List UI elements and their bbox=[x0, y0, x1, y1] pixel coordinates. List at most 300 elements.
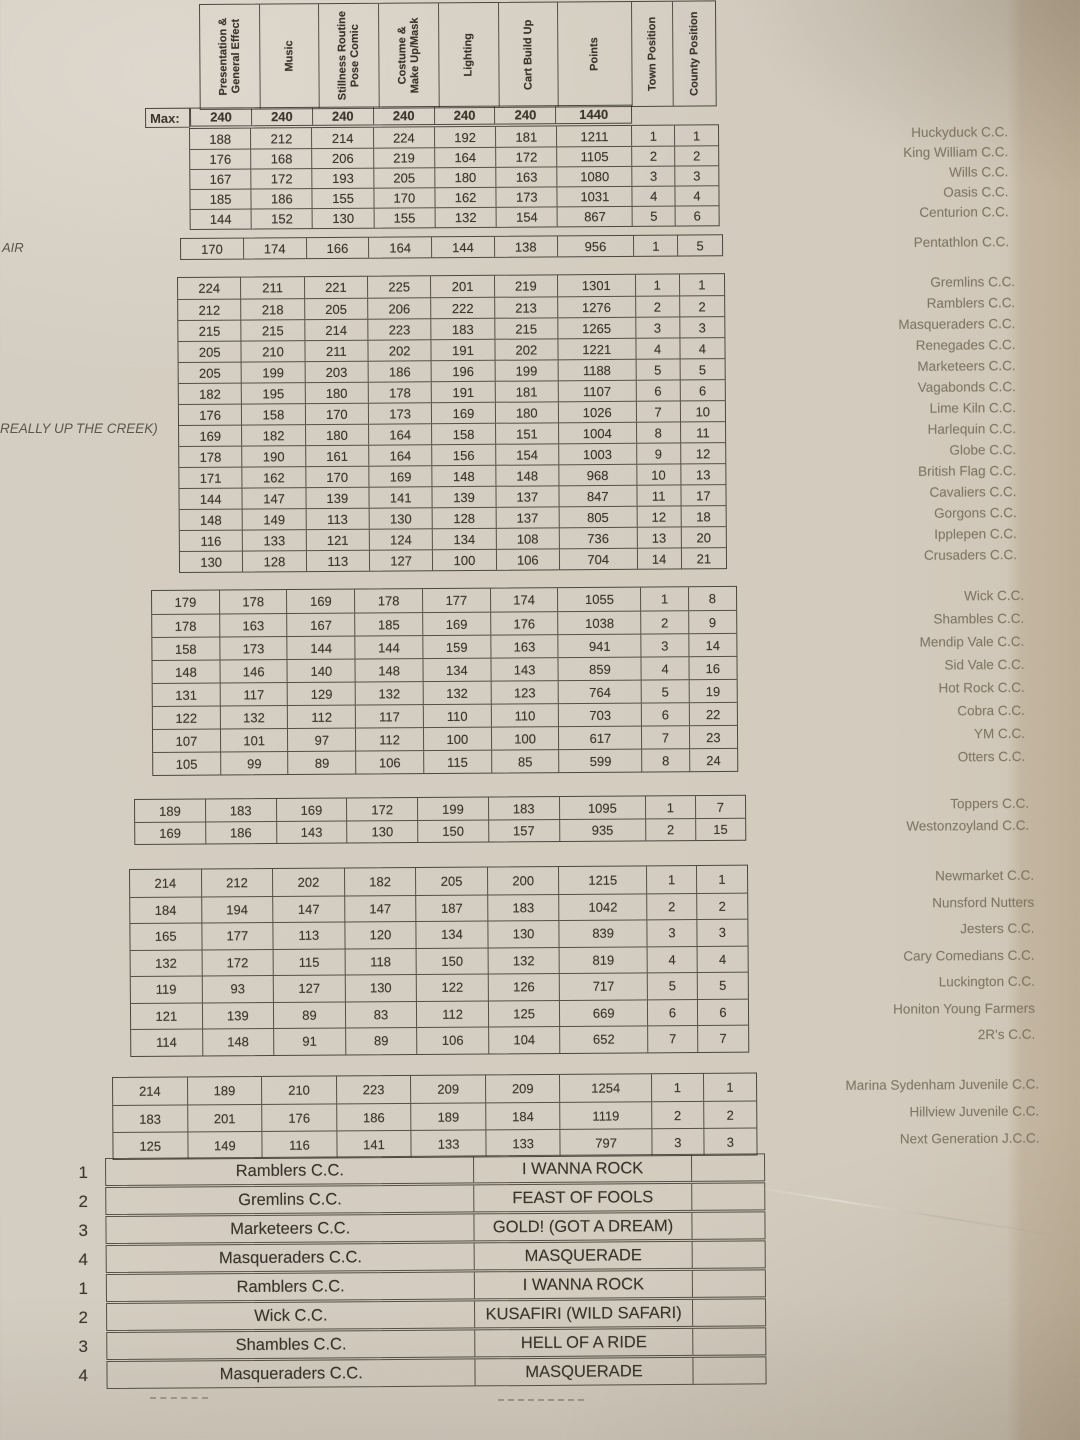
score-cell: 148 bbox=[152, 661, 220, 683]
column-header-cell bbox=[379, 3, 439, 107]
score-row bbox=[179, 379, 725, 404]
score-cell: 173 bbox=[369, 403, 432, 423]
max-value-cell: 1440 bbox=[579, 106, 609, 122]
score-cell: 164 bbox=[369, 424, 432, 444]
score-cell: 225 bbox=[368, 276, 431, 297]
points-cell: 1026 bbox=[559, 402, 637, 423]
points-cell: 805 bbox=[560, 507, 638, 528]
max-value-cell: 240 bbox=[374, 107, 435, 124]
club-name: Ipplepen C.C. bbox=[934, 526, 1017, 542]
points-cell: 859 bbox=[559, 658, 642, 681]
score-cell: 158 bbox=[242, 404, 305, 424]
result-club-cell: Wick C.C. bbox=[107, 1301, 476, 1330]
county-position-cell: 1 bbox=[698, 277, 706, 293]
score-cell: 112 bbox=[417, 1001, 489, 1027]
score-row bbox=[178, 274, 724, 299]
score-cell: 113 bbox=[274, 922, 346, 948]
club-name: Gremlins C.C. bbox=[930, 274, 1016, 290]
score-cell: 151 bbox=[496, 423, 559, 443]
club-name: Marina Sydenham Juvenile C.C. bbox=[845, 1076, 1040, 1093]
club-name: Marketeers C.C. bbox=[917, 358, 1016, 374]
club-name: 2R's C.C. bbox=[977, 1026, 1036, 1043]
town-position-cell: 1 bbox=[647, 866, 697, 893]
max-value-cell: 240 bbox=[313, 107, 374, 124]
town-position-cell: 6 bbox=[648, 1000, 698, 1026]
score-row bbox=[190, 125, 718, 149]
score-block-6 bbox=[129, 862, 1080, 1051]
score-cell: 91 bbox=[274, 1028, 346, 1054]
club-name: Westonzoyland C.C. bbox=[906, 817, 1030, 834]
town-position-cell: 12 bbox=[637, 506, 681, 526]
result-club-cell: Gremlins C.C. bbox=[106, 1185, 475, 1214]
county-position-cell: 2 bbox=[698, 298, 706, 314]
score-cell: 173 bbox=[497, 187, 558, 206]
town-position-cell: 2 bbox=[652, 1102, 704, 1128]
score-cell: 162 bbox=[435, 188, 496, 207]
score-cell: 183 bbox=[488, 894, 560, 920]
score-cell: 130 bbox=[313, 209, 374, 228]
result-number: 3 bbox=[78, 1221, 88, 1240]
score-cell: 212 bbox=[202, 869, 274, 896]
column-header-label: Points bbox=[588, 37, 601, 72]
score-cell: 221 bbox=[305, 277, 368, 298]
score-cell: 219 bbox=[495, 275, 558, 296]
club-name: Renegades C.C. bbox=[915, 337, 1016, 353]
score-cell: 155 bbox=[374, 208, 435, 227]
club-name: Hillview Juvenile C.C. bbox=[909, 1103, 1040, 1120]
score-cell: 177 bbox=[423, 589, 491, 612]
score-cell: 183 bbox=[489, 797, 560, 819]
points-cell: 1031 bbox=[558, 187, 633, 207]
score-cell: 179 bbox=[152, 591, 220, 614]
score-cell: 191 bbox=[432, 340, 495, 360]
score-cell: 154 bbox=[496, 444, 559, 464]
county-position-cell: 11 bbox=[696, 424, 710, 440]
score-cell: 176 bbox=[491, 612, 559, 634]
score-cell: 143 bbox=[491, 658, 559, 680]
score-cell: 110 bbox=[424, 705, 492, 727]
score-cell: 100 bbox=[492, 727, 560, 749]
points-cell: 1055 bbox=[558, 588, 641, 612]
result-entry-title-cell: MASQUERADE bbox=[475, 1242, 692, 1270]
faded-print-mark bbox=[150, 1397, 208, 1399]
score-cell: 214 bbox=[305, 320, 368, 340]
score-cell: 203 bbox=[305, 362, 368, 382]
points-cell: 819 bbox=[560, 947, 648, 973]
score-cell: 93 bbox=[202, 976, 274, 1002]
score-row bbox=[179, 463, 725, 488]
score-cell: 130 bbox=[180, 552, 243, 572]
club-name: Globe C.C. bbox=[949, 442, 1017, 458]
town-position-cell: 7 bbox=[648, 1026, 698, 1052]
score-cell: 170 bbox=[306, 467, 369, 487]
cutoff-label-really-up-the-creek: REALLY UP THE CREEK) bbox=[0, 421, 158, 436]
score-row bbox=[153, 679, 737, 706]
county-position-cell: 1 bbox=[718, 871, 726, 887]
score-cell: 121 bbox=[306, 530, 369, 550]
score-cell: 148 bbox=[356, 659, 424, 681]
max-values-row bbox=[191, 106, 631, 126]
town-position-cell: 9 bbox=[637, 443, 681, 463]
result-row bbox=[106, 1298, 766, 1331]
points-cell: 1265 bbox=[558, 318, 636, 339]
score-cell: 112 bbox=[356, 728, 424, 750]
score-row bbox=[152, 610, 736, 637]
score-cell: 173 bbox=[220, 637, 288, 659]
score-cell: 169 bbox=[135, 822, 206, 843]
score-row bbox=[179, 484, 725, 509]
score-row bbox=[131, 998, 748, 1029]
score-cell: 137 bbox=[496, 486, 559, 506]
score-cell: 132 bbox=[131, 950, 203, 976]
score-cell: 105 bbox=[153, 753, 221, 775]
score-row bbox=[131, 945, 748, 976]
score-row bbox=[135, 818, 745, 844]
result-number: 1 bbox=[78, 1279, 88, 1298]
score-cell: 157 bbox=[489, 820, 560, 841]
county-position-cell: 12 bbox=[695, 445, 711, 461]
score-row bbox=[113, 1074, 756, 1105]
score-row bbox=[153, 725, 737, 752]
score-cell: 127 bbox=[274, 975, 346, 1001]
column-header-row bbox=[199, 0, 717, 110]
score-cell: 180 bbox=[305, 383, 368, 403]
score-cell: 201 bbox=[188, 1105, 263, 1132]
score-table bbox=[112, 1072, 758, 1160]
club-name: Lime Kiln C.C. bbox=[929, 400, 1016, 416]
score-table bbox=[177, 273, 727, 573]
town-position-cell: 14 bbox=[637, 548, 681, 568]
county-position-cell: 3 bbox=[718, 925, 727, 941]
score-cell: 139 bbox=[202, 1002, 274, 1028]
club-name: Ramblers C.C. bbox=[926, 295, 1016, 311]
score-row bbox=[180, 526, 726, 551]
score-cell: 133 bbox=[412, 1130, 487, 1157]
town-position-cell: 4 bbox=[642, 657, 689, 679]
score-cell: 201 bbox=[431, 276, 494, 297]
column-header-cell bbox=[499, 2, 559, 106]
county-position-cell: 15 bbox=[713, 821, 728, 837]
result-entry-title-cell: KUSAFIRI (WILD SAFARI) bbox=[475, 1300, 692, 1328]
county-position-cell: 3 bbox=[726, 1134, 735, 1150]
score-cell: 166 bbox=[307, 238, 370, 258]
town-position-cell: 10 bbox=[637, 464, 681, 484]
club-name: Newmarket C.C. bbox=[934, 867, 1035, 884]
club-name: Masqueraders C.C. bbox=[898, 316, 1016, 332]
county-position-cell: 18 bbox=[696, 508, 711, 524]
score-block-4 bbox=[151, 584, 1080, 772]
score-row bbox=[190, 185, 718, 209]
column-header-table bbox=[199, 0, 717, 110]
points-cell: 1211 bbox=[557, 126, 632, 147]
score-cell: 133 bbox=[486, 1130, 561, 1157]
town-position-cell: 4 bbox=[633, 187, 676, 206]
result-empty-cell bbox=[693, 1299, 766, 1326]
result-empty-cell bbox=[693, 1328, 766, 1355]
score-block-3 bbox=[177, 271, 1080, 570]
score-cell: 169 bbox=[277, 799, 348, 821]
score-cell: 180 bbox=[435, 168, 496, 187]
faded-print-mark bbox=[498, 1399, 584, 1401]
result-number: 4 bbox=[78, 1366, 88, 1385]
score-cell: 182 bbox=[179, 384, 242, 404]
column-header-label: Town Position bbox=[645, 16, 659, 92]
score-cell: 106 bbox=[497, 549, 560, 569]
score-cell: 178 bbox=[152, 615, 220, 637]
score-cell: 172 bbox=[347, 798, 418, 820]
score-cell: 212 bbox=[178, 300, 241, 320]
score-row bbox=[190, 145, 718, 169]
score-cell: 122 bbox=[153, 707, 221, 729]
score-table bbox=[151, 586, 738, 776]
town-position-cell: 5 bbox=[633, 207, 676, 226]
score-cell: 172 bbox=[252, 169, 313, 188]
score-cell: 130 bbox=[347, 821, 418, 842]
score-cell: 116 bbox=[263, 1131, 338, 1158]
points-cell: 1301 bbox=[558, 275, 636, 297]
club-name: Cavaliers C.C. bbox=[929, 484, 1017, 500]
town-position-cell: 3 bbox=[636, 317, 680, 337]
score-cell: 218 bbox=[241, 299, 304, 319]
score-cell: 115 bbox=[424, 751, 492, 773]
town-position-cell: 6 bbox=[642, 703, 689, 725]
score-block-2 bbox=[180, 232, 1080, 257]
score-cell: 130 bbox=[370, 508, 433, 528]
score-row bbox=[153, 702, 737, 729]
result-entry-title-cell: MASQUERADE bbox=[476, 1358, 693, 1386]
points-cell: 1221 bbox=[558, 339, 636, 360]
county-position-cell: 13 bbox=[695, 466, 711, 482]
column-header-cell bbox=[319, 4, 379, 108]
club-name: Luckington C.C. bbox=[938, 973, 1035, 990]
score-cell: 128 bbox=[243, 551, 306, 571]
column-header-label: Music bbox=[283, 40, 296, 73]
county-position-cell: 8 bbox=[708, 591, 717, 607]
town-position-cell: 13 bbox=[637, 527, 681, 547]
points-cell: 1080 bbox=[558, 167, 633, 187]
score-cell: 100 bbox=[433, 550, 496, 570]
score-cell: 183 bbox=[113, 1105, 188, 1132]
club-name: Shambles C.C. bbox=[933, 610, 1025, 627]
points-cell: 839 bbox=[560, 920, 648, 946]
score-cell: 169 bbox=[432, 403, 495, 423]
club-name: British Flag C.C. bbox=[918, 463, 1017, 479]
result-empty-cell bbox=[692, 1241, 765, 1268]
score-cell: 178 bbox=[369, 382, 432, 402]
county-position-cell: 1 bbox=[692, 127, 701, 143]
county-position-cell: 4 bbox=[698, 340, 707, 356]
county-position-cell: 14 bbox=[705, 637, 720, 653]
score-cell: 117 bbox=[220, 683, 288, 705]
club-name: Oasis C.C. bbox=[943, 184, 1009, 200]
score-cell: 150 bbox=[418, 821, 489, 842]
score-cell: 117 bbox=[356, 705, 424, 727]
county-position-cell: 17 bbox=[696, 487, 711, 503]
points-cell: 652 bbox=[560, 1026, 648, 1052]
score-row bbox=[152, 633, 736, 660]
result-row bbox=[106, 1327, 766, 1360]
county-position-cell: 4 bbox=[718, 951, 727, 967]
score-cell: 223 bbox=[337, 1076, 412, 1104]
club-name: Cary Comedians C.C. bbox=[903, 947, 1035, 964]
club-name: Hot Rock C.C. bbox=[938, 679, 1025, 696]
club-name-column bbox=[898, 271, 1017, 566]
results-table bbox=[105, 1153, 767, 1389]
column-header-label: Cart Build Up bbox=[521, 19, 535, 90]
score-row bbox=[179, 442, 725, 467]
club-name-column bbox=[892, 863, 1035, 1049]
town-position-cell: 2 bbox=[633, 147, 676, 166]
score-cell: 211 bbox=[241, 277, 304, 298]
club-name: Centurion C.C. bbox=[919, 204, 1009, 220]
score-cell: 89 bbox=[346, 1028, 418, 1054]
county-position-cell: 23 bbox=[706, 729, 721, 745]
points-cell: 935 bbox=[560, 819, 647, 841]
score-cell: 164 bbox=[369, 445, 432, 465]
score-cell: 89 bbox=[274, 1002, 346, 1028]
score-cell: 214 bbox=[312, 128, 373, 148]
town-position-cell: 5 bbox=[648, 973, 698, 999]
score-cell: 113 bbox=[307, 551, 370, 571]
club-name-column bbox=[919, 584, 1025, 769]
score-cell: 206 bbox=[368, 298, 431, 318]
score-row bbox=[135, 796, 745, 822]
score-cell: 154 bbox=[497, 207, 558, 226]
score-cell: 189 bbox=[188, 1077, 263, 1105]
club-name: Honiton Young Farmers bbox=[893, 1000, 1036, 1017]
score-cell: 134 bbox=[417, 921, 489, 947]
result-club-cell: Shambles C.C. bbox=[107, 1330, 476, 1359]
score-cell: 180 bbox=[306, 425, 369, 445]
score-cell: 189 bbox=[135, 799, 206, 821]
score-cell: 123 bbox=[491, 681, 559, 703]
town-position-cell: 1 bbox=[652, 1074, 704, 1101]
max-values-table bbox=[190, 105, 632, 127]
score-cell: 200 bbox=[488, 867, 560, 894]
club-name: Harlequin C.C. bbox=[927, 421, 1017, 437]
result-number: 3 bbox=[78, 1337, 88, 1356]
county-position-cell: 9 bbox=[708, 614, 717, 630]
score-cell: 148 bbox=[203, 1029, 275, 1055]
county-position-cell: 7 bbox=[716, 799, 724, 815]
county-position-cell: 3 bbox=[698, 319, 706, 335]
score-cell: 140 bbox=[288, 660, 356, 682]
score-cell: 134 bbox=[423, 659, 491, 681]
score-block-5 bbox=[134, 792, 1080, 841]
score-cell: 169 bbox=[287, 590, 355, 613]
result-number: 2 bbox=[78, 1192, 88, 1211]
column-header-label: Lighting bbox=[462, 33, 475, 77]
score-cell: 143 bbox=[277, 822, 348, 843]
club-name: Vagabonds C.C. bbox=[917, 379, 1016, 395]
score-cell: 130 bbox=[345, 975, 417, 1001]
score-cell: 168 bbox=[251, 149, 312, 168]
score-cell: 144 bbox=[356, 636, 424, 658]
score-row bbox=[179, 421, 725, 446]
county-position-cell: 6 bbox=[719, 1004, 727, 1020]
result-empty-cell bbox=[692, 1212, 765, 1239]
points-cell: 669 bbox=[560, 1000, 648, 1026]
score-row bbox=[191, 205, 719, 229]
score-cell: 132 bbox=[221, 706, 289, 728]
score-block-7 bbox=[112, 1070, 1080, 1154]
score-cell: 150 bbox=[417, 948, 489, 974]
score-row bbox=[131, 1025, 748, 1056]
score-cell: 183 bbox=[432, 319, 495, 339]
score-cell: 132 bbox=[424, 682, 492, 704]
score-cell: 186 bbox=[206, 822, 277, 843]
score-cell: 169 bbox=[179, 426, 242, 446]
score-cell: 189 bbox=[412, 1103, 487, 1130]
county-position-cell: 2 bbox=[726, 1107, 734, 1123]
score-cell: 106 bbox=[417, 1027, 489, 1053]
score-cell: 107 bbox=[153, 730, 221, 752]
county-position-cell: 20 bbox=[696, 529, 711, 545]
score-cell: 162 bbox=[243, 467, 306, 487]
result-club-cell: Ramblers C.C. bbox=[106, 1156, 475, 1185]
score-row bbox=[152, 587, 736, 614]
score-cell: 163 bbox=[220, 614, 288, 636]
town-position-cell: 5 bbox=[642, 680, 689, 702]
score-cell: 176 bbox=[179, 405, 242, 425]
town-position-cell: 5 bbox=[636, 359, 680, 379]
score-cell: 139 bbox=[433, 487, 496, 507]
score-cell: 127 bbox=[370, 550, 433, 570]
town-position-cell: 7 bbox=[636, 401, 680, 421]
club-name: Nunsford Nutters bbox=[932, 894, 1035, 910]
result-empty-cell bbox=[692, 1154, 765, 1181]
town-position-cell: 4 bbox=[636, 338, 680, 358]
score-cell: 128 bbox=[433, 508, 496, 528]
score-cell: 185 bbox=[190, 190, 251, 209]
score-cell: 163 bbox=[491, 635, 559, 657]
score-cell: 125 bbox=[113, 1132, 188, 1159]
score-cell: 174 bbox=[491, 588, 559, 611]
score-cell: 85 bbox=[492, 750, 560, 772]
result-number: 2 bbox=[78, 1308, 88, 1327]
score-cell: 188 bbox=[190, 129, 251, 149]
score-cell: 104 bbox=[489, 1027, 561, 1053]
score-cell: 116 bbox=[180, 531, 243, 551]
score-cell: 122 bbox=[417, 974, 489, 1000]
score-cell: 199 bbox=[418, 798, 489, 820]
score-cell: 147 bbox=[243, 488, 306, 508]
town-position-cell: 2 bbox=[646, 819, 696, 840]
score-cell: 149 bbox=[243, 509, 306, 529]
score-cell: 202 bbox=[495, 339, 558, 359]
county-position-cell: 6 bbox=[698, 382, 707, 398]
result-entry-title-cell: I WANNA ROCK bbox=[474, 1155, 691, 1183]
county-position-cell: 10 bbox=[695, 403, 711, 419]
points-cell: 1105 bbox=[558, 147, 633, 167]
club-name-column bbox=[903, 122, 1009, 223]
score-cell: 146 bbox=[220, 660, 288, 682]
score-cell: 213 bbox=[495, 297, 558, 317]
score-cell: 141 bbox=[369, 487, 432, 507]
score-cell: 125 bbox=[489, 1000, 561, 1026]
score-cell: 224 bbox=[374, 127, 435, 147]
score-row bbox=[178, 295, 724, 320]
town-position-cell: 1 bbox=[634, 236, 678, 256]
score-cell: 180 bbox=[496, 402, 559, 422]
score-row bbox=[178, 337, 724, 362]
points-cell: 1042 bbox=[560, 894, 648, 920]
points-cell: 599 bbox=[560, 750, 643, 773]
score-cell: 209 bbox=[486, 1075, 561, 1103]
score-cell: 167 bbox=[288, 614, 356, 636]
county-position-cell: 5 bbox=[696, 237, 704, 253]
score-cell: 172 bbox=[202, 949, 274, 975]
